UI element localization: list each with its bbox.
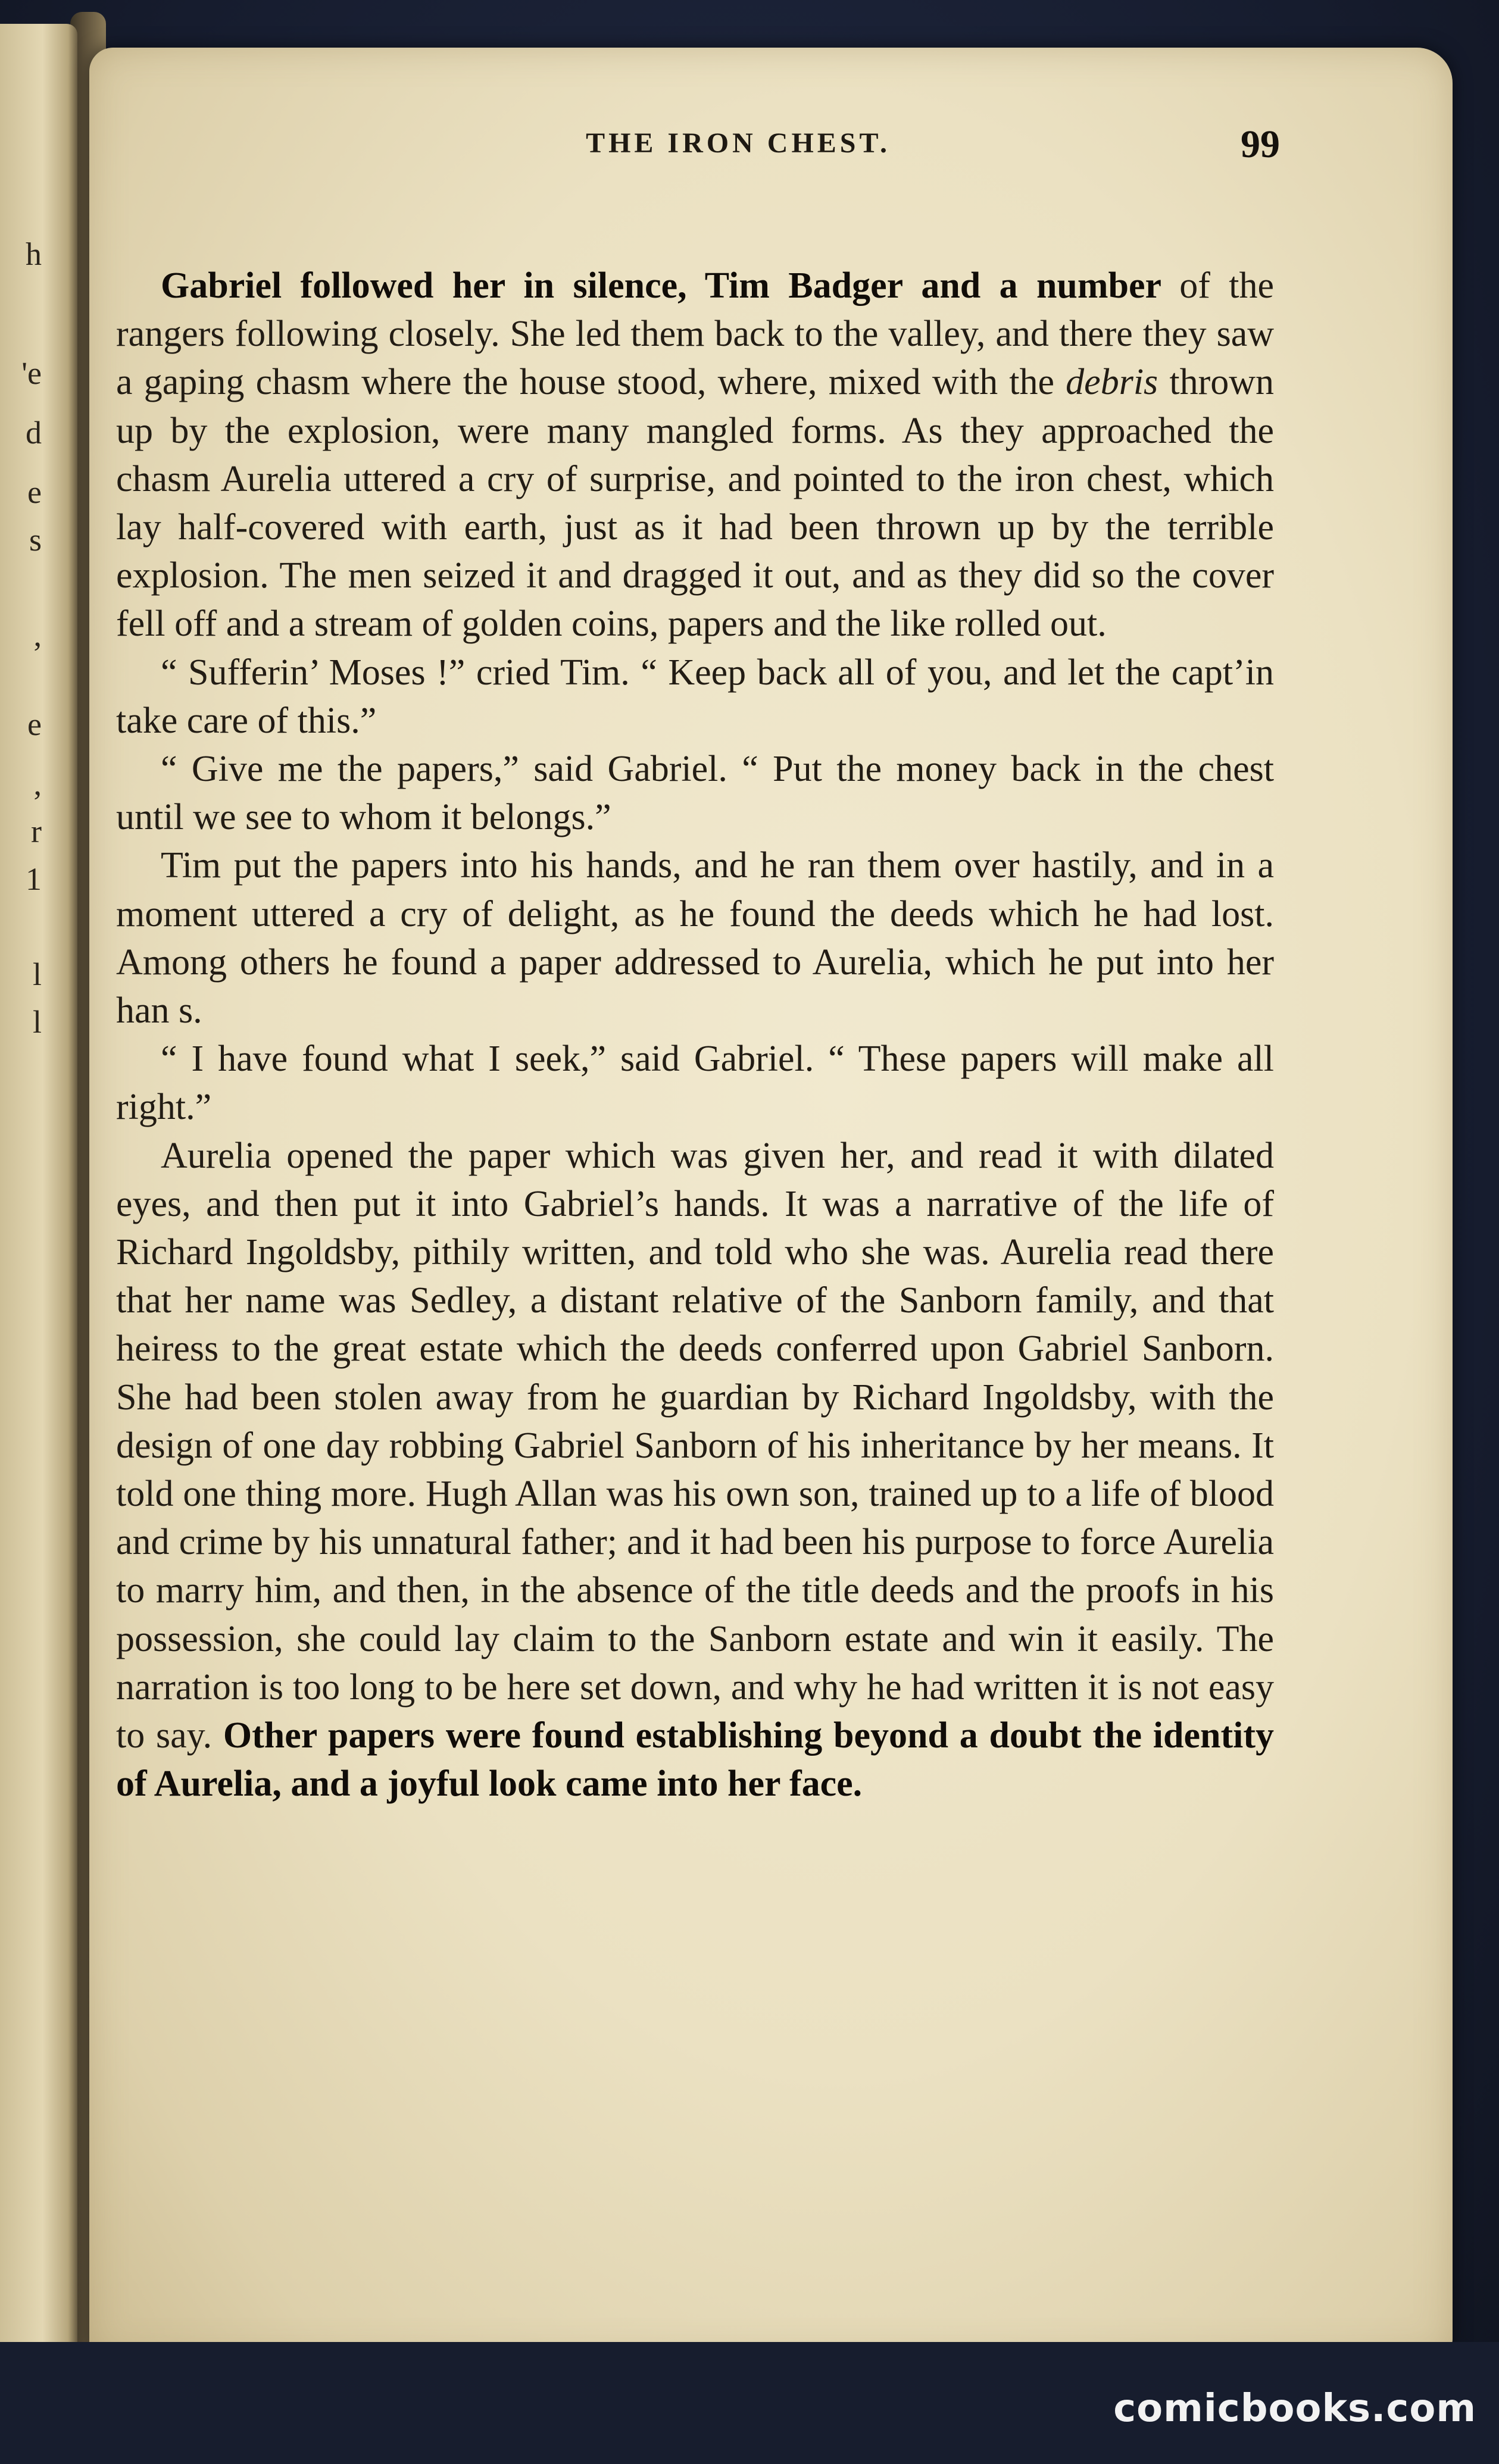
running-title: THE IRON CHEST.	[586, 127, 891, 159]
paragraph	[116, 649, 1274, 745]
running-header	[89, 122, 1453, 176]
prev-page-glyph: r	[31, 814, 42, 849]
paragraph	[116, 1035, 1274, 1131]
paragraph	[116, 262, 1274, 649]
paragraph-text: Gabriel followed her in silence, Tim Badger and a number	[161, 265, 1180, 306]
paragraph	[116, 745, 1274, 842]
paragraph-text: “ Give me the papers,” said Gabriel. “ Put the money back in the chest until we see to whom it belongs.”	[116, 749, 1274, 838]
watermark: comicbooks.com	[1113, 2387, 1476, 2431]
paragraph-text: Tim put the papers into his hands, and he ran them over hastily, and in a moment uttered a cry of delight, as he found the deeds which he had lost. Among others he found a paper addressed to Aurelia, which he put into her han s.	[116, 845, 1274, 1031]
paragraph	[116, 1132, 1274, 1809]
paragraph	[116, 842, 1274, 1035]
prev-page-glyph: l	[32, 956, 42, 992]
prev-page-glyph: 1	[26, 861, 42, 897]
paragraph-text: “ Sufferin’ Moses !” cried Tim. “ Keep back all of you, and let the capt’in take care of this.”	[116, 652, 1274, 741]
prev-page-glyph: h	[26, 236, 42, 272]
book-page	[89, 48, 1453, 2357]
prev-page-glyph: e	[27, 474, 42, 510]
page-number: 99	[1241, 123, 1280, 166]
prev-page-glyph: l	[32, 1004, 42, 1040]
paragraph-text: of the rangers following closely. She led them back to the valley, and there they saw a gaping chasm where the house stood, where, mixed with the	[116, 265, 1274, 403]
prev-page-glyph: 'e	[21, 355, 42, 391]
prev-page-glyph: ,	[33, 766, 42, 802]
paragraph-text: thrown up by the explosion, were many mangled forms. As they approached the chasm Aurelia uttered a cry of surprise, and pointed to the iron chest, which lay half-covered with earth, just as it had been thrown up by the terrible explosion. The men seized it and dragged it out, and as they did so the cover fell off and a stream of golden coins, papers and the like rolled out.	[116, 362, 1274, 645]
prev-page-glyph: d	[26, 415, 42, 451]
previous-page-edge	[0, 24, 77, 2399]
body-text	[116, 262, 1274, 1809]
prev-page-glyph: ,	[33, 617, 42, 653]
paragraph-text: Aurelia opened the paper which was given her, and read it with dilated eyes, and then put it into Gabriel’s hands. It was a narrative of the life of Richard Ingoldsby, pithily written, and told who she was. Aurelia read there that her name was Sedley, a distant relative of the Sanborn family, and that heiress to the great estate which the deeds conferred upon Gabriel Sanborn. She had been stolen away from he guardian by Richard Ingoldsby, with the design of one day robbing Gabriel Sanborn of his inheritance by her means. It told one thing more. Hugh Allan was his own son, trained up to a life of blood and crime by his unnatural father; and it had been his purpose to force Aurelia to marry him, and then, in the absence of the title deeds and the proofs in his possession, she could lay claim to the Sanborn estate and win it easily. The narration is too long to be here set down, and why he had written it is not easy to say.	[116, 1135, 1274, 1756]
paragraph-text: Other papers were found establishing beyond a doubt the identity of Aurelia, and a joyful look came into her face.	[116, 1715, 1274, 1805]
prev-page-glyph: e	[27, 706, 42, 742]
paragraph-text: debris	[1066, 362, 1158, 403]
prev-page-glyph: s	[29, 522, 42, 558]
paragraph-text: “ I have found what I seek,” said Gabriel. “ These papers will make all right.”	[116, 1039, 1274, 1128]
